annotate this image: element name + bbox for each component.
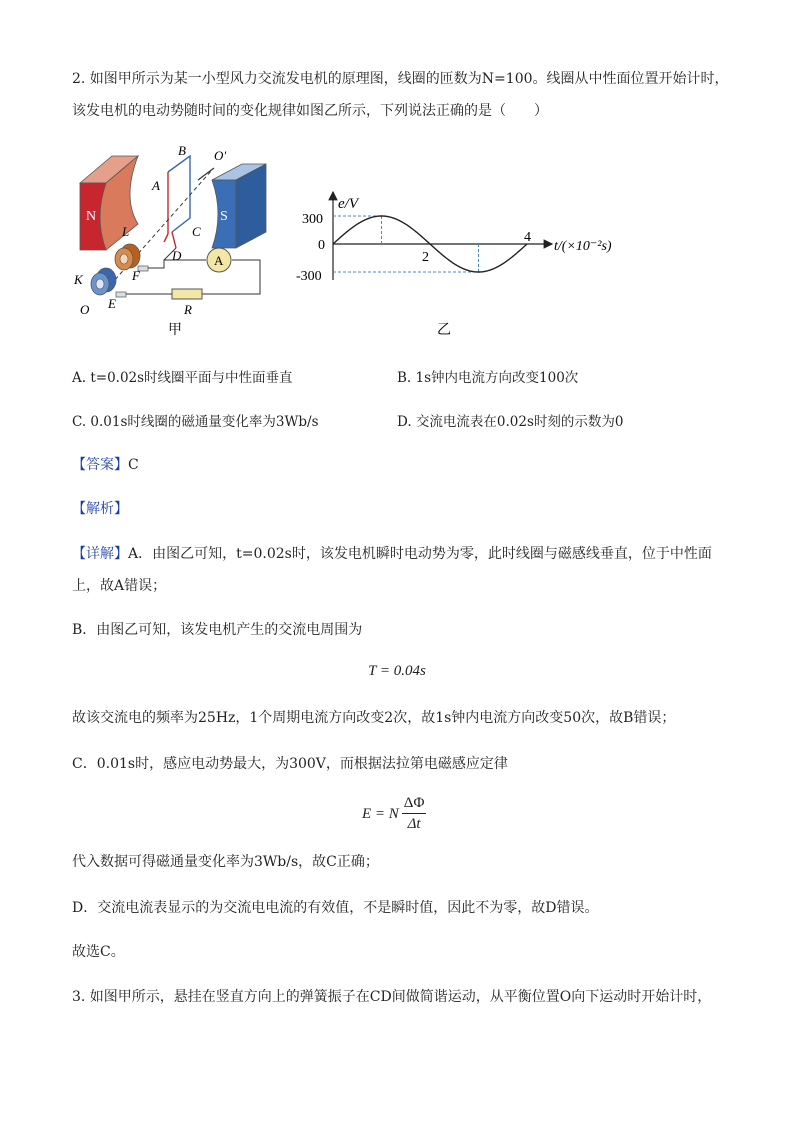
y-tick-300: 300 (302, 212, 323, 227)
option-d: D. 交流电流表在0.02s时刻的示数为0 (397, 414, 624, 430)
label-o: O (80, 302, 90, 317)
option-b: B. 1s钟内电流方向改变100次 (397, 370, 579, 386)
answer-tag: 【答案】 (72, 457, 128, 473)
figure-jia-generator-diagram (72, 138, 272, 338)
formula-e-numerator: ΔΦ (402, 794, 427, 814)
formula-e-left: E = N (362, 805, 399, 822)
label-a: A (152, 178, 160, 193)
resistor (172, 289, 202, 299)
q3-stem-line1: 3. 如图甲所示，悬挂在竖直方向上的弹簧振子在CD间做简谐运动，从平衡位置O向下运动时开始计时， (72, 989, 712, 1005)
label-r: R (184, 302, 192, 317)
x-axis-label: t/(×10⁻²s) (554, 239, 612, 254)
detail-c-line1: C．0.01s时，感应电动势最大，为300V，而根据法拉第电磁感应定律 (72, 756, 508, 772)
label-f: F (132, 268, 140, 283)
x-tick-4: 4 (524, 230, 531, 245)
slip-ring-l (115, 244, 140, 270)
y-tick-0: 0 (318, 238, 325, 253)
detail-tag: 【详解】 (72, 546, 128, 562)
x-tick-2: 2 (422, 250, 429, 265)
option-a: A. t=0.02s时线圈平面与中性面垂直 (72, 370, 293, 386)
y-axis-label: e/V (338, 196, 358, 212)
y-tick-neg300: -300 (296, 269, 322, 284)
formula-faraday (362, 792, 426, 836)
ammeter-label: A (214, 253, 224, 268)
detail-a-line2: 上，故A错误； (72, 578, 167, 594)
label-e: E (108, 296, 116, 311)
label-s: S (220, 209, 228, 224)
caption-yi: 乙 (437, 323, 451, 338)
answer-value: C (128, 457, 139, 473)
label-b: B (178, 143, 186, 158)
brush-e (116, 292, 126, 297)
label-o-prime: O′ (214, 148, 227, 163)
q2-stem-line2: 该发电机的电动势随时间的变化规律如图乙所示，下列说法正确的是（ ） (72, 103, 548, 119)
conclusion: 故选C。 (72, 944, 125, 960)
slip-ring-k (91, 268, 116, 295)
label-c: C (192, 224, 201, 239)
magnet-s (212, 164, 266, 248)
analysis-tag (72, 498, 128, 518)
detail-a-line1 (72, 543, 712, 563)
detail-d-line: D．交流电流表显示的为交流电电流的有效值，不是瞬时值，因此不为零，故D错误。 (72, 900, 599, 916)
caption-jia: 甲 (168, 323, 182, 338)
analysis-tag-text: 【解析】 (72, 501, 128, 517)
axis-arrow (198, 168, 214, 180)
label-k: K (74, 272, 83, 287)
detail-b-line2: 故该交流电的频率为25Hz，1个周期电流方向改变2次，故1s钟内电流方向改变50次，故B错误； (72, 710, 676, 726)
answer-line (72, 454, 139, 474)
q2-stem-line1: 2. 如图甲所示为某一小型风力交流发电机的原理图，线圈的匝数为N=100。线圈从中性面位置开始计时， (72, 71, 729, 87)
formula-period: T = 0.04s (368, 663, 426, 679)
detail-c-line2: 代入数据可得磁通量变化率为3Wb/s，故C正确； (72, 854, 379, 870)
label-d: D (172, 248, 182, 263)
detail-b-line1: B．由图乙可知，该发电机产生的交流电周围为 (72, 622, 363, 638)
label-l: L (122, 224, 130, 239)
coil (164, 156, 190, 248)
formula-e-denominator: Δt (407, 816, 421, 832)
figure-yi-chart (290, 188, 640, 343)
detail-a-text1: A．由图乙可知，t=0.02s时，该发电机瞬时电动势为零，此时线圈与磁感线垂直，位于中性面 (128, 546, 712, 562)
label-n: N (86, 209, 97, 224)
magnet-n (80, 156, 138, 250)
option-c: C. 0.01s时线圈的磁通量变化率为3Wb/s (72, 414, 319, 430)
